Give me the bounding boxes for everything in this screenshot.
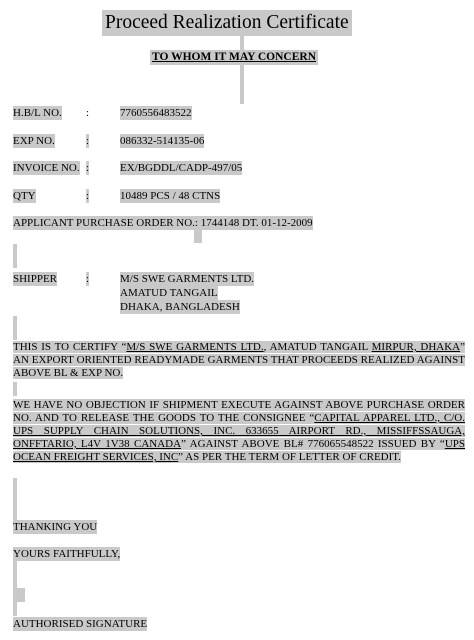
field-hbl-colon: : <box>86 107 90 119</box>
para1-post: ” AN EXPORT ORIENTED READYMADE GARMENTS THAT PROCEEDS REALIZED AGAINST ABOVE BL & EXP NO. <box>13 341 466 379</box>
para2-mid: ” AGAINST ABOVE BL# 776065548522 ISSUED BY “ <box>181 438 445 450</box>
shipper-label: SHIPPER <box>13 273 58 285</box>
highlight-bar-center <box>240 36 244 104</box>
page-subtitle: TO WHOM IT MAY CONCERN <box>152 51 317 63</box>
para1-pre: THIS IS TO CERTIFY “ <box>13 341 127 353</box>
field-qty-label: QTY <box>13 190 36 202</box>
field-qty-colon: : <box>86 190 90 202</box>
closing-thanks: THANKING YOU <box>13 521 98 533</box>
shipper-line-1: M/S SWE GARMENTS LTD. <box>120 273 255 285</box>
page-title: Proceed Realization Certificate <box>102 10 352 36</box>
field-exp-value: 086332-514135-06 <box>120 135 205 147</box>
field-exp-label: EXP NO. <box>13 135 55 147</box>
para2-consignee: CAPITAL APPAREL LTD., C/O. UPS SUPPLY CHAIN SOLUTIONS, INC. 633655 AIRPORT RD., MISSIFFSSAUGA, ONFFTARIO, L4V 1V38 CANADA <box>13 412 465 450</box>
highlight-bar-left-7 <box>17 588 25 602</box>
field-purchase-order: APPLICANT PURCHASE ORDER NO.: 1744148 DT. 01-12-2009 <box>13 217 313 229</box>
para2-post: ” AS PER THE TERM OF LETTER OF CREDIT. <box>178 451 401 463</box>
para2-issuer: UPS OCEAN FREIGHT SERVICES, INC <box>13 438 465 463</box>
shipper-line-3: DHAKA, BANGLADESH <box>120 301 240 313</box>
highlight-bar-po <box>194 228 202 243</box>
para1-company: M/S SWE GARMENTS LTD. <box>126 341 264 353</box>
signature-label: AUTHORISED SIGNATURE <box>13 618 148 630</box>
para1-mid: , AMATUD TANGAIL <box>263 341 372 353</box>
para2-pre: WE HAVE NO OBJECTION IF SHIPMENT EXECUTE AGAINST ABOVE PURCHASE ORDER NO. AND TO RELEASE THE GOODS TO THE CONSIGNEE “ <box>13 399 465 424</box>
field-exp-colon: : <box>86 135 90 147</box>
closing-yours: YOURS FAITHFULLY, <box>13 548 121 560</box>
objection-paragraph <box>13 399 465 464</box>
field-hbl-value: 7760556483522 <box>120 107 192 119</box>
shipper-line-2: AMATUD TANGAIL <box>120 287 218 299</box>
certification-paragraph <box>13 341 465 380</box>
field-invoice-value: EX/BGDDL/CADP-497/05 <box>120 162 243 174</box>
field-hbl-label: H.B/L NO. <box>13 107 62 119</box>
field-invoice-label: INVOICE NO. <box>13 162 80 174</box>
field-invoice-colon: : <box>86 162 90 174</box>
field-qty-value: 10489 PCS / 48 CTNS <box>120 190 221 202</box>
highlight-bar-left-5 <box>13 478 17 520</box>
highlight-bar-left-3 <box>13 316 17 340</box>
para1-place: MIRPUR, DHAKA <box>371 341 461 353</box>
highlight-bar-left-4 <box>13 382 17 396</box>
highlight-bar-left-2 <box>13 244 17 268</box>
shipper-colon: : <box>86 273 90 285</box>
